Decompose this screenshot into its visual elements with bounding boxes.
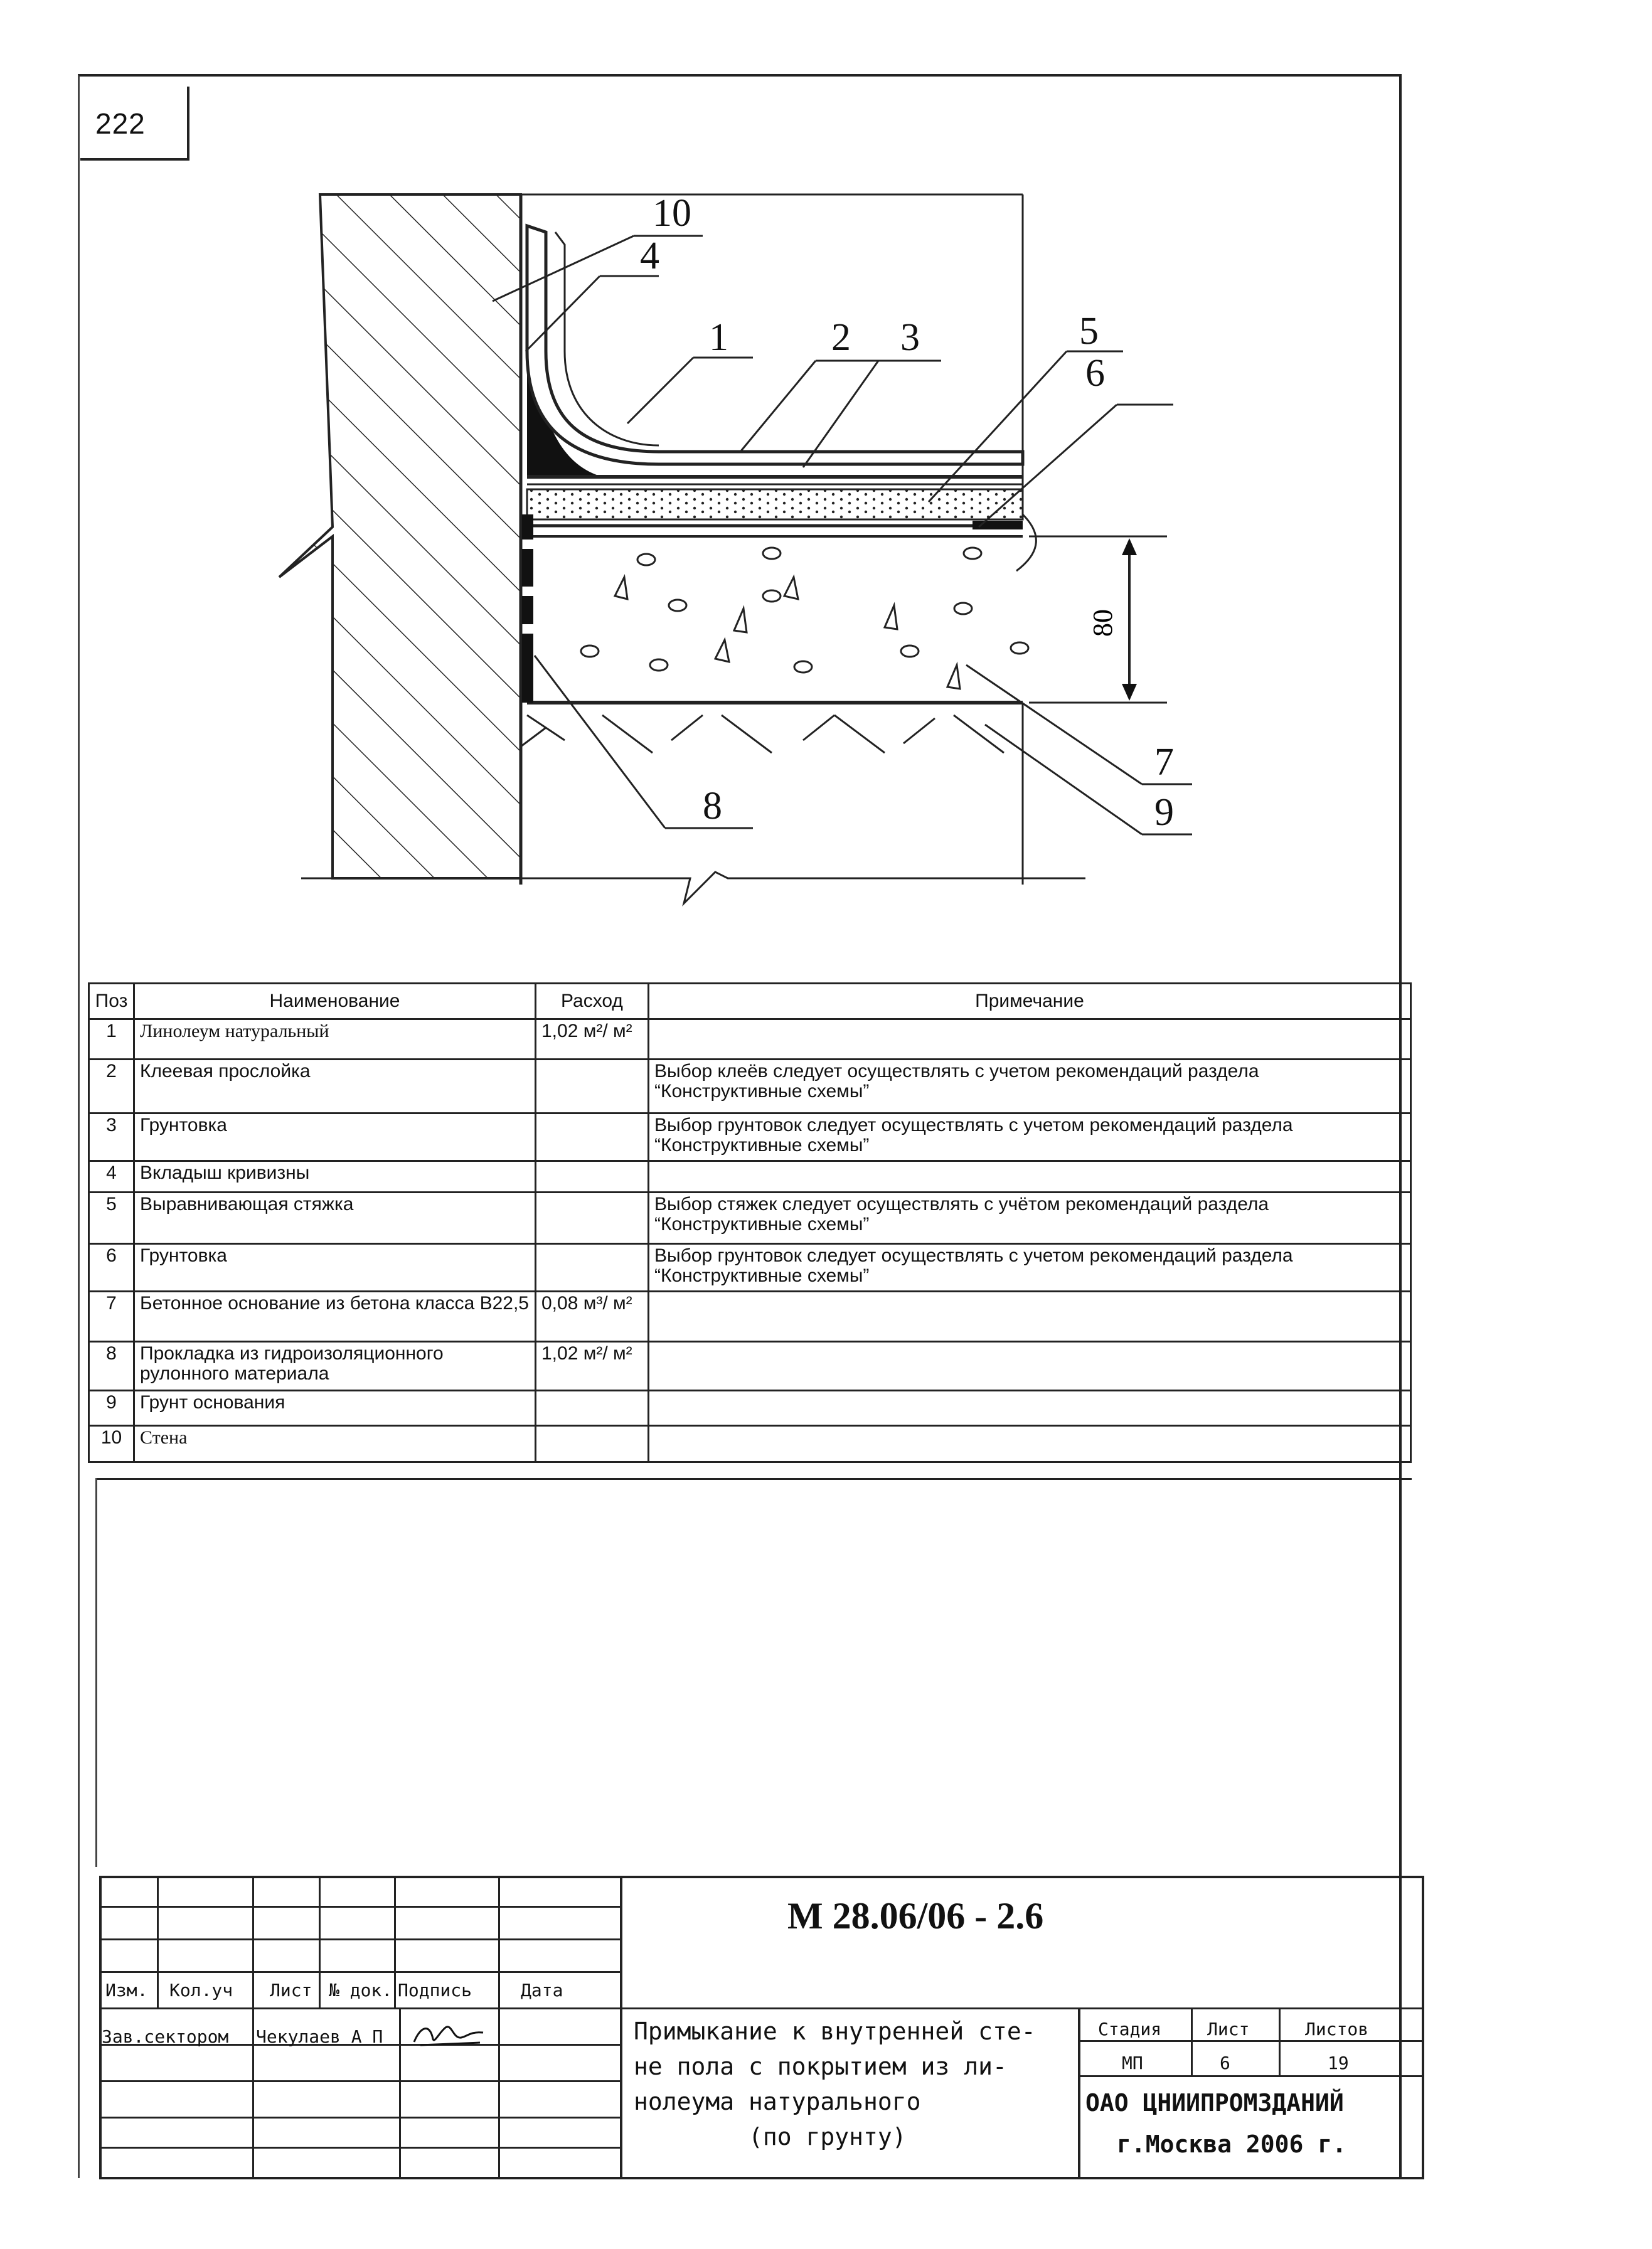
table-row (89, 1161, 1411, 1193)
row-note: Выбор грунтовок следует осуществлять с учетом рекомендаций раздела “Конструктивные схемы” (649, 1114, 1411, 1161)
spec-left-line (95, 1478, 97, 1867)
callout-6: 6 (1085, 352, 1105, 395)
row-note (649, 1161, 1411, 1193)
row-pos: 5 (89, 1193, 134, 1244)
row-consumption (536, 1244, 649, 1292)
callout-4: 4 (640, 235, 659, 277)
row-consumption (536, 1060, 649, 1114)
callout-5: 5 (1079, 310, 1099, 353)
row-consumption (536, 1114, 649, 1161)
row-name: Выравнивающая стяжка (134, 1193, 536, 1244)
row-consumption: 0,08 м³/ м² (536, 1292, 649, 1342)
col-n-dok: № док. (329, 1980, 393, 2001)
row-pos: 1 (89, 1019, 134, 1060)
row-pos: 3 (89, 1114, 134, 1161)
row-name: Грунт основания (134, 1391, 536, 1426)
organization-city: г.Москва 2006 г. (1117, 2130, 1347, 2158)
stage-value: МП (1122, 2053, 1143, 2073)
row-pos: 6 (89, 1244, 134, 1292)
row-note: Выбор клеёв следует осуществлять с учетом рекомендаций раздела “Конструктивные схемы” (649, 1060, 1411, 1114)
callout-1: 1 (709, 316, 728, 359)
row-consumption: 1,02 м²/ м² (536, 1342, 649, 1391)
header-pos: Поз (89, 984, 134, 1019)
callout-3: 3 (900, 316, 920, 359)
row-pos: 7 (89, 1292, 134, 1342)
row-pos: 4 (89, 1161, 134, 1193)
page-number: 222 (95, 107, 146, 140)
col-list: Лист (270, 1980, 312, 2001)
specification-table (88, 982, 1412, 1463)
row-note: Выбор стяжек следует осуществлять с учётом рекомендаций раздела “Конструктивные схемы” (649, 1193, 1411, 1244)
row-name: Стена (134, 1426, 536, 1462)
row-note (649, 1019, 1411, 1060)
table-row (89, 1114, 1411, 1161)
row-pos: 10 (89, 1426, 134, 1462)
row-note (649, 1292, 1411, 1342)
row-name: Линолеум натуральный (134, 1019, 536, 1060)
col-podpis: Подпись (398, 1980, 472, 2001)
wall (279, 194, 521, 885)
callout-10: 10 (653, 192, 691, 235)
row-name: Грунтовка (134, 1114, 536, 1161)
row-consumption: 1,02 м²/ м² (536, 1019, 649, 1060)
signature-mark (408, 2014, 489, 2051)
sheet-label: Лист (1207, 2019, 1250, 2039)
organization-name: ОАО ЦНИИПРОМЗДАНИЙ (1085, 2089, 1344, 2117)
row-consumption (536, 1391, 649, 1426)
row-name: Вкладыш кривизны (134, 1161, 536, 1193)
table-row (89, 1019, 1411, 1060)
row-note (649, 1342, 1411, 1391)
waterproofing-strip (522, 514, 533, 703)
sheets-label: Листов (1305, 2019, 1369, 2039)
table-row (89, 1193, 1411, 1244)
col-kol-uch: Кол.уч (169, 1980, 233, 2001)
spec-table-bottom-line (95, 1478, 1412, 1481)
spec-header-row (89, 984, 1411, 1019)
callout-7: 7 (1154, 741, 1174, 784)
document-code: М 28.06/06 - 2.6 (787, 1895, 1044, 1937)
sheets-value: 19 (1328, 2053, 1349, 2073)
row-name: Прокладка из гидроизоляционного рулонного материала (134, 1342, 536, 1391)
row-pos: 2 (89, 1060, 134, 1114)
row-name: Бетонное основание из бетона класса В22,5 (134, 1292, 536, 1342)
concrete-base (527, 536, 1028, 703)
table-row (89, 1391, 1411, 1426)
callout-8: 8 (703, 785, 722, 827)
signer-name: Чекулаев А П (256, 2026, 383, 2047)
signer-role: Зав.сектором (102, 2026, 229, 2047)
table-row (89, 1292, 1411, 1342)
callout-9: 9 (1154, 791, 1174, 834)
header-consumption: Расход (536, 984, 649, 1019)
row-consumption (536, 1161, 649, 1193)
row-name: Грунтовка (134, 1244, 536, 1292)
screed-layer (527, 489, 1023, 519)
row-consumption (536, 1426, 649, 1462)
table-row (89, 1244, 1411, 1292)
row-note (649, 1391, 1411, 1426)
dimension-label: 80 (1087, 609, 1118, 637)
document-title: Примыкание к внутренней сте- не пола с покрытием из ли- нолеума натурального (по грунту) (634, 2018, 1036, 2151)
row-name: Клеевая прослойка (134, 1060, 536, 1114)
row-note (649, 1426, 1411, 1462)
sheet-value: 6 (1220, 2053, 1230, 2073)
section-drawing (251, 163, 1192, 941)
dimension-80 (1029, 536, 1167, 703)
row-note: Выбор грунтовок следует осуществлять с учетом рекомендаций раздела “Конструктивные схемы” (649, 1244, 1411, 1292)
row-pos: 9 (89, 1391, 134, 1426)
row-pos: 8 (89, 1342, 134, 1391)
row-consumption (536, 1193, 649, 1244)
callout-2: 2 (831, 316, 851, 359)
stage-label: Стадия (1098, 2019, 1162, 2039)
col-data: Дата (521, 1980, 563, 2001)
header-name: Наименование (134, 984, 536, 1019)
table-row (89, 1342, 1411, 1391)
col-izm: Изм. (105, 1980, 148, 2001)
header-note: Примечание (649, 984, 1411, 1019)
table-row (89, 1426, 1411, 1462)
table-row (89, 1060, 1411, 1114)
